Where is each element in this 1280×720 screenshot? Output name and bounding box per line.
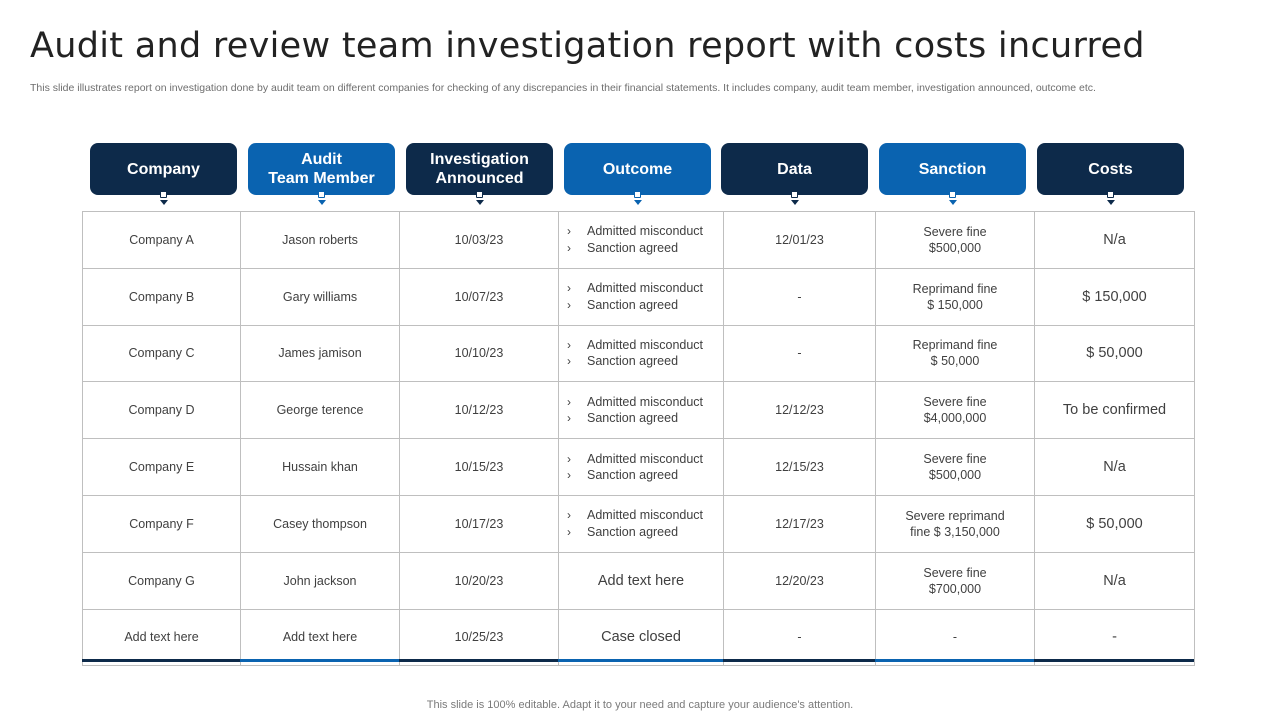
announced-date: 10/12/23	[454, 403, 504, 418]
costs-value: -	[1112, 629, 1117, 646]
chevron-right-icon: ›	[567, 337, 571, 352]
company-cell	[83, 609, 241, 666]
costs-cell	[1035, 212, 1195, 269]
header-label: Audit Team Member	[268, 151, 375, 187]
costs-cell	[1035, 439, 1195, 496]
table-row	[83, 439, 1195, 496]
company-text: Company G	[128, 573, 195, 588]
bottom-bar-segment	[1034, 659, 1194, 662]
costs-value: N/a	[1103, 231, 1126, 248]
outcome-item	[567, 223, 717, 240]
slide-title: Audit and review team investigation report with costs incurred	[30, 26, 1145, 66]
outcome-text: Sanction agreed	[587, 240, 679, 255]
outcome-cell	[559, 382, 724, 439]
table-row	[83, 609, 1195, 666]
table-row	[83, 212, 1195, 269]
chevron-right-icon: ›	[567, 394, 571, 409]
outcome-text: Sanction agreed	[587, 411, 679, 426]
announced-date: 10/07/23	[454, 289, 504, 304]
outcome-text: Admitted misconduct	[587, 508, 704, 523]
member-cell	[241, 552, 400, 609]
table-row	[83, 552, 1195, 609]
sanction-text: $ 50,000	[930, 354, 980, 369]
costs-cell	[1035, 268, 1195, 325]
announced-cell	[400, 268, 559, 325]
outcome-text: Sanction agreed	[587, 468, 679, 483]
costs-cell	[1035, 609, 1195, 666]
sanction-cell	[876, 439, 1035, 496]
company-text: Company C	[128, 346, 195, 361]
announced-cell	[400, 325, 559, 382]
header-outcome	[564, 143, 711, 195]
data-cell	[724, 495, 876, 552]
company-cell	[83, 212, 241, 269]
connector-knob	[160, 191, 167, 198]
member-cell	[241, 382, 400, 439]
sanction-text: fine $ 3,150,000	[910, 524, 1000, 539]
header-label: Company	[127, 160, 200, 178]
chevron-right-icon: ›	[567, 240, 571, 255]
sanction-text: Severe fine	[923, 452, 987, 467]
company-text: Company E	[128, 460, 195, 475]
company-cell	[83, 382, 241, 439]
company-cell	[83, 268, 241, 325]
sanction-text: Severe fine	[923, 224, 987, 239]
costs-value: To be confirmed	[1062, 402, 1167, 419]
sanction-text: $ 150,000	[927, 297, 983, 312]
outcome-text: Admitted misconduct	[587, 224, 704, 239]
connector-knob	[949, 191, 956, 198]
outcome-text: Sanction agreed	[587, 297, 679, 312]
header-company	[90, 143, 237, 195]
member-cell	[241, 325, 400, 382]
announced-date: 10/17/23	[454, 516, 504, 531]
outcome-text: Sanction agreed	[587, 524, 679, 539]
company-cell	[83, 552, 241, 609]
announced-date: 10/25/23	[454, 630, 504, 645]
member-cell	[241, 609, 400, 666]
sanction-cell	[876, 268, 1035, 325]
sanction-text: $500,000	[928, 240, 982, 255]
header-label: Outcome	[602, 160, 673, 178]
member-text: James jamison	[278, 346, 362, 361]
company-text: Company D	[128, 403, 195, 418]
connector-knob	[791, 191, 798, 198]
outcome-text: Case closed	[601, 629, 681, 646]
bottom-bar-segment	[723, 659, 875, 662]
data-date: 12/17/23	[775, 516, 824, 531]
bottom-bar-segment	[240, 659, 399, 662]
outcome-cell	[559, 212, 724, 269]
outcome-item	[567, 353, 717, 370]
header-label: Data	[777, 160, 812, 178]
data-cell	[724, 268, 876, 325]
chevron-right-icon: ›	[567, 224, 571, 239]
member-cell	[241, 439, 400, 496]
member-text: Jason roberts	[282, 232, 358, 247]
table-row	[83, 495, 1195, 552]
outcome-item	[567, 280, 717, 297]
connector-knob	[634, 191, 641, 198]
data-date: 12/20/23	[775, 573, 824, 588]
report-table	[82, 211, 1194, 666]
sanction-text: Severe reprimand	[905, 508, 1005, 523]
sanction-cell	[876, 325, 1035, 382]
member-text: Hussain khan	[282, 460, 358, 475]
header-audit-team-member	[248, 143, 395, 195]
outcome-item	[567, 394, 717, 411]
member-text: George terence	[276, 403, 364, 418]
chevron-right-icon: ›	[567, 468, 571, 483]
outcome-cell	[559, 439, 724, 496]
sanction-text: $700,000	[928, 581, 982, 596]
arrow-down-icon	[791, 200, 799, 205]
arrow-down-icon	[634, 200, 642, 205]
arrow-down-icon	[1107, 200, 1115, 205]
outcome-cell	[559, 495, 724, 552]
outcome-cell	[559, 325, 724, 382]
sanction-cell	[876, 382, 1035, 439]
data-date: -	[797, 289, 802, 304]
slide-subtitle: This slide illustrates report on investigation done by audit team on different companies for checking of any discrepancies in their financial statements. It includes company, audit team member, investigation announced, outcome etc.	[30, 82, 1096, 94]
outcome-item	[567, 507, 717, 524]
chevron-right-icon: ›	[567, 354, 571, 369]
costs-value: N/a	[1103, 459, 1126, 476]
arrow-down-icon	[949, 200, 957, 205]
bottom-bar-segment	[399, 659, 558, 662]
sanction-cell	[876, 212, 1035, 269]
costs-cell	[1035, 382, 1195, 439]
header-label: Sanction	[918, 160, 987, 178]
data-date: 12/15/23	[775, 460, 824, 475]
outcome-item	[567, 451, 717, 468]
sanction-cell	[876, 609, 1035, 666]
announced-cell	[400, 382, 559, 439]
data-cell	[724, 325, 876, 382]
announced-date: 10/10/23	[454, 346, 504, 361]
member-text: Gary williams	[282, 289, 358, 304]
announced-cell	[400, 212, 559, 269]
chevron-right-icon: ›	[567, 451, 571, 466]
announced-cell	[400, 609, 559, 666]
arrow-down-icon	[318, 200, 326, 205]
announced-cell	[400, 439, 559, 496]
sanction-text: $4,000,000	[923, 411, 987, 426]
connector-knob	[318, 191, 325, 198]
connector-knob	[476, 191, 483, 198]
announced-date: 10/03/23	[454, 232, 504, 247]
header-label: Investigation Announced	[430, 151, 529, 187]
member-cell	[241, 268, 400, 325]
outcome-text: Admitted misconduct	[587, 281, 704, 296]
chevron-right-icon: ›	[567, 508, 571, 523]
member-text: Casey thompson	[273, 516, 367, 531]
sanction-text: -	[952, 630, 958, 645]
outcome-text: Admitted misconduct	[587, 451, 704, 466]
outcome-item	[567, 467, 717, 484]
costs-value: $ 150,000	[1082, 288, 1147, 305]
costs-value: N/a	[1103, 572, 1126, 589]
sanction-text: Reprimand fine	[912, 281, 998, 296]
chevron-right-icon: ›	[567, 411, 571, 426]
outcome-item	[567, 410, 717, 427]
outcome-item	[567, 337, 717, 354]
company-text: Company A	[129, 232, 194, 247]
table-row	[83, 325, 1195, 382]
connector-knob	[1107, 191, 1114, 198]
table-row	[83, 382, 1195, 439]
chevron-right-icon: ›	[567, 281, 571, 296]
announced-date: 10/20/23	[454, 573, 504, 588]
outcome-text: Sanction agreed	[587, 354, 679, 369]
outcome-cell	[559, 609, 724, 666]
outcome-item	[567, 524, 717, 541]
outcome-cell	[559, 552, 724, 609]
data-date: -	[797, 346, 802, 361]
outcome-cell	[559, 268, 724, 325]
sanction-cell	[876, 495, 1035, 552]
outcome-text: Admitted misconduct	[587, 394, 704, 409]
arrow-down-icon	[476, 200, 484, 205]
data-cell	[724, 439, 876, 496]
header-sanction	[879, 143, 1026, 195]
bottom-bar-segment	[82, 659, 240, 662]
sanction-text: Severe fine	[923, 565, 987, 580]
announced-cell	[400, 552, 559, 609]
member-cell	[241, 212, 400, 269]
data-cell	[724, 552, 876, 609]
data-date: -	[797, 630, 802, 645]
bottom-bar-segment	[875, 659, 1034, 662]
outcome-text: Admitted misconduct	[587, 337, 704, 352]
member-text: Add text here	[282, 630, 358, 645]
costs-value: $ 50,000	[1086, 345, 1143, 362]
column-headers	[90, 143, 1184, 203]
sanction-cell	[876, 552, 1035, 609]
data-cell	[724, 609, 876, 666]
costs-cell	[1035, 495, 1195, 552]
data-date: 12/01/23	[775, 232, 824, 247]
costs-cell	[1035, 552, 1195, 609]
table-bottom-bar	[82, 659, 1194, 662]
company-cell	[83, 495, 241, 552]
chevron-right-icon: ›	[567, 297, 571, 312]
chevron-right-icon: ›	[567, 524, 571, 539]
data-cell	[724, 382, 876, 439]
company-text: Add text here	[124, 630, 199, 645]
header-data	[721, 143, 868, 195]
outcome-item	[567, 297, 717, 314]
bottom-bar-segment	[558, 659, 723, 662]
company-text: Company F	[129, 516, 194, 531]
footer-note: This slide is 100% editable. Adapt it to your need and capture your audience's attention.	[426, 699, 854, 711]
data-date: 12/12/23	[775, 403, 824, 418]
costs-cell	[1035, 325, 1195, 382]
company-cell	[83, 439, 241, 496]
sanction-text: $500,000	[928, 468, 982, 483]
outcome-item	[567, 240, 717, 257]
member-cell	[241, 495, 400, 552]
sanction-text: Severe fine	[923, 395, 987, 410]
company-text: Company B	[128, 289, 195, 304]
table-row	[83, 268, 1195, 325]
member-text: John jackson	[283, 573, 357, 588]
header-label: Costs	[1088, 160, 1133, 178]
data-cell	[724, 212, 876, 269]
announced-cell	[400, 495, 559, 552]
arrow-down-icon	[160, 200, 168, 205]
company-cell	[83, 325, 241, 382]
header-investigation-announced	[406, 143, 553, 195]
announced-date: 10/15/23	[454, 460, 504, 475]
sanction-text: Reprimand fine	[912, 338, 998, 353]
header-costs	[1037, 143, 1184, 195]
costs-value: $ 50,000	[1086, 515, 1143, 532]
outcome-text: Add text here	[597, 572, 685, 589]
